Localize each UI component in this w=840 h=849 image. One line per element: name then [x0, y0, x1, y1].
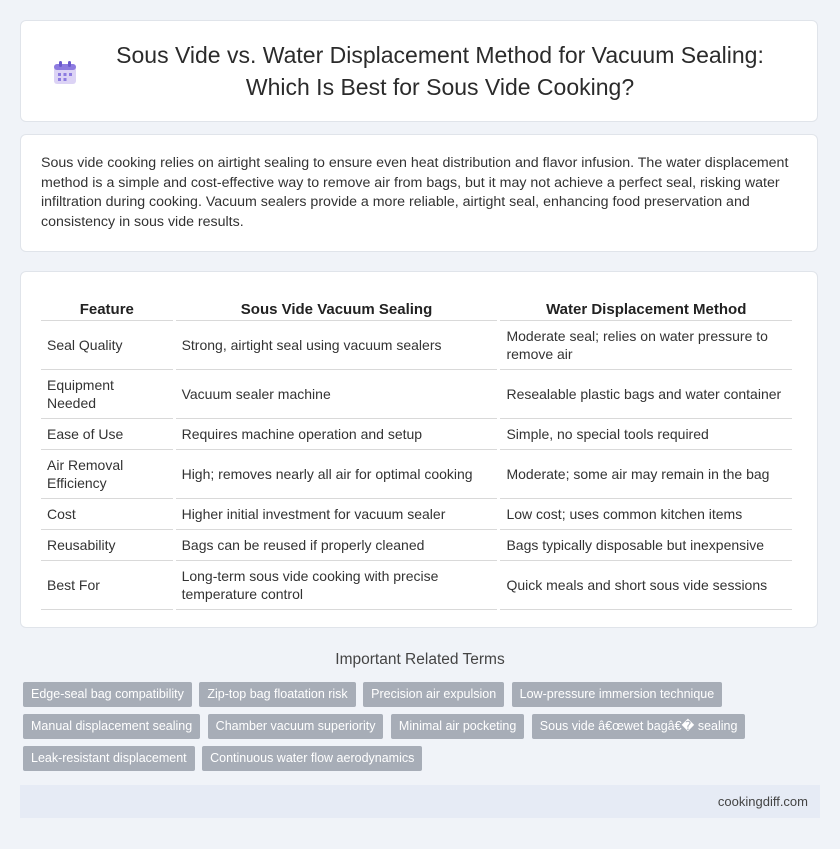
- comparison-table: [38, 294, 795, 610]
- cell-feature: Best For: [41, 561, 173, 610]
- cell-water: Resealable plastic bags and water container: [500, 370, 792, 419]
- comparison-card: [20, 271, 818, 628]
- header-water: Water Displacement Method: [500, 294, 792, 321]
- cell-feature: Equipment Needed: [41, 370, 173, 419]
- table-row: [41, 499, 792, 530]
- header-feature: Feature: [41, 294, 173, 321]
- cell-water: Simple, no special tools required: [500, 419, 792, 450]
- term-tag[interactable]: Zip-top bag floatation risk: [199, 682, 355, 707]
- term-tag[interactable]: Chamber vacuum superiority: [208, 714, 384, 739]
- cell-water: Bags typically disposable but inexpensive: [500, 530, 792, 561]
- table-row: [41, 419, 792, 450]
- cell-vacuum: Requires machine operation and setup: [176, 419, 498, 450]
- title-card: [20, 20, 818, 122]
- calendar-icon: [51, 59, 79, 87]
- cell-water: Low cost; uses common kitchen items: [500, 499, 792, 530]
- term-tag[interactable]: Leak-resistant displacement: [23, 746, 195, 771]
- cell-feature: Air Removal Efficiency: [41, 450, 173, 499]
- term-tag[interactable]: Precision air expulsion: [363, 682, 504, 707]
- table-row: [41, 370, 792, 419]
- cell-feature: Reusability: [41, 530, 173, 561]
- cell-vacuum: Strong, airtight seal using vacuum sealers: [176, 321, 498, 370]
- terms-title: Important Related Terms: [335, 651, 505, 668]
- intro-card: [20, 134, 818, 252]
- term-tag[interactable]: Sous vide â€œwet bagâ€� sealing: [532, 714, 746, 739]
- related-terms: [23, 682, 823, 778]
- table-row: [41, 321, 792, 370]
- footer: [20, 785, 820, 818]
- cell-feature: Cost: [41, 499, 173, 530]
- cell-vacuum: Higher initial investment for vacuum sealer: [176, 499, 498, 530]
- cell-vacuum: Bags can be reused if properly cleaned: [176, 530, 498, 561]
- cell-water: Moderate; some air may remain in the bag: [500, 450, 792, 499]
- cell-vacuum: High; removes nearly all air for optimal cooking: [176, 450, 498, 499]
- term-tag[interactable]: Low-pressure immersion technique: [512, 682, 723, 707]
- cell-vacuum: Vacuum sealer machine: [176, 370, 498, 419]
- term-tag[interactable]: Manual displacement sealing: [23, 714, 200, 739]
- cell-water: Moderate seal; relies on water pressure to remove air: [500, 321, 792, 370]
- term-tag[interactable]: Edge-seal bag compatibility: [23, 682, 192, 707]
- term-tag[interactable]: Minimal air pocketing: [391, 714, 524, 739]
- footer-site[interactable]: cookingdiff.com: [717, 794, 808, 809]
- term-tag[interactable]: Continuous water flow aerodynamics: [202, 746, 422, 771]
- cell-water: Quick meals and short sous vide sessions: [500, 561, 792, 610]
- header-vacuum: Sous Vide Vacuum Sealing: [176, 294, 498, 321]
- cell-feature: Seal Quality: [41, 321, 173, 370]
- page-title: Sous Vide vs. Water Displacement Method for Vacuum Sealing: Which Is Best for Sous Vide Cooking?: [116, 42, 764, 100]
- cell-vacuum: Long-term sous vide cooking with precise temperature control: [176, 561, 498, 610]
- table-row: [41, 530, 792, 561]
- intro-paragraph: Sous vide cooking relies on airtight sealing to ensure even heat distribution and flavor infusion. The water displacement method is a simple and cost-effective way to remove air from bags, but it may not achieve a perfect seal, risking water infiltration during cooking. Vacuum sealers provide a more reliable, airtight seal, enhancing food preservation and consistency in sous vide results.: [41, 155, 789, 230]
- table-row: [41, 561, 792, 610]
- cell-feature: Ease of Use: [41, 419, 173, 450]
- table-row: [41, 450, 792, 499]
